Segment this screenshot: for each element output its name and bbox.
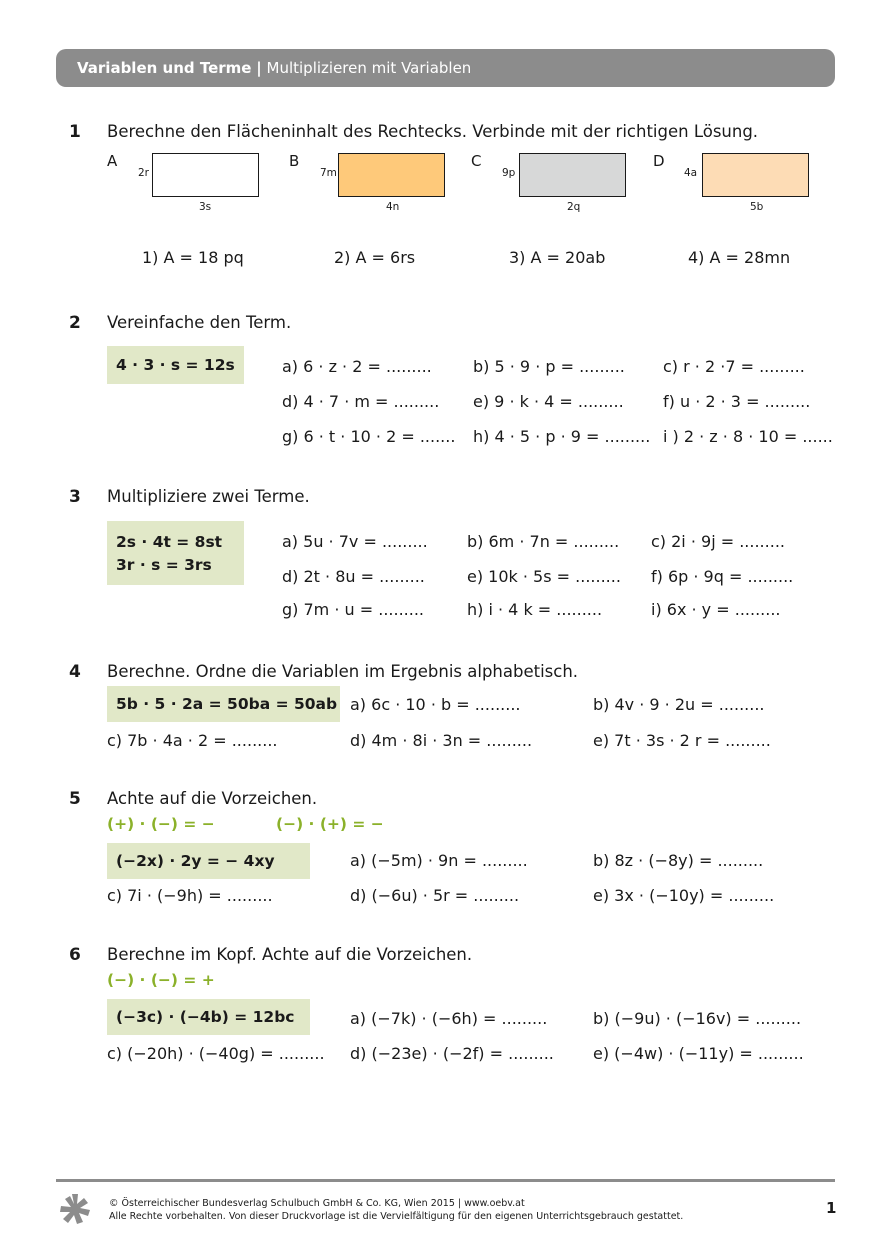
task6-item-a: a) (−7k) · (−6h) = .........	[350, 1009, 548, 1028]
task2-number: 2	[69, 313, 81, 333]
task5-rule-1: (+) · (−) = −	[107, 815, 215, 833]
task2-item-h: h) 4 · 5 · p · 9 = .........	[473, 427, 651, 446]
rect-c-label: C	[471, 152, 482, 170]
task3-item-f: f) 6p · 9q = .........	[651, 567, 794, 586]
task3-example-2: 3r · s = 3rs	[116, 556, 212, 574]
task2-item-c: c) r · 2 ·7 = .........	[663, 357, 805, 376]
task4-item-e: e) 7t · 3s · 2 r = .........	[593, 731, 771, 750]
task1-text: Berechne den Flächeninhalt des Rechtecks. Verbinde mit der richtigen Lösung.	[107, 122, 759, 141]
task6-rule-1: (−) · (−) = +	[107, 971, 215, 989]
task5-item-b: b) 8z · (−8y) = .........	[593, 851, 764, 870]
task3-text: Multipliziere zwei Terme.	[107, 487, 310, 506]
task2-item-f: f) u · 2 · 3 = .........	[663, 392, 811, 411]
task4-item-a: a) 6c · 10 · b = .........	[350, 695, 521, 714]
task5-item-a: a) (−5m) · 9n = .........	[350, 851, 528, 870]
task5-example: (−2x) · 2y = − 4xy	[107, 843, 310, 879]
task3-example-1: 2s · 4t = 8st	[116, 533, 223, 551]
rect-d	[702, 153, 809, 197]
rect-d-bottom: 5b	[750, 201, 764, 213]
task3-item-g: g) 7m · u = .........	[282, 600, 424, 619]
rect-c-bottom: 2q	[567, 201, 581, 213]
task4-item-b: b) 4v · 9 · 2u = .........	[593, 695, 765, 714]
task6-text: Berechne im Kopf. Achte auf die Vorzeichen.	[107, 945, 473, 964]
answer-1: 1) A = 18 pq	[142, 248, 244, 267]
task3-item-d: d) 2t · 8u = .........	[282, 567, 425, 586]
task5-item-e: e) 3x · (−10y) = .........	[593, 886, 775, 905]
header-title: Variablen und Terme	[77, 59, 252, 77]
task4-item-d: d) 4m · 8i · 3n = .........	[350, 731, 533, 750]
task6-item-c: c) (−20h) · (−40g) = .........	[107, 1044, 325, 1063]
task2-item-b: b) 5 · 9 · p = .........	[473, 357, 625, 376]
task1-number: 1	[69, 122, 81, 142]
task4-number: 4	[69, 662, 81, 682]
task6-item-b: b) (−9u) · (−16v) = .........	[593, 1009, 802, 1028]
footer-copyright: © Österreichischer Bundesverlag Schulbuch GmbH & Co. KG, Wien 2015 | www.oebv.at	[109, 1198, 525, 1209]
task2-item-d: d) 4 · 7 · m = .........	[282, 392, 440, 411]
page-number: 1	[826, 1199, 837, 1217]
task4-example: 5b · 5 · 2a = 50ba = 50ab	[107, 686, 340, 722]
rect-c	[519, 153, 626, 197]
task3-item-h: h) i · 4 k = .........	[467, 600, 603, 619]
rect-a-side: 2r	[138, 167, 149, 179]
rect-a	[152, 153, 259, 197]
task2-text: Vereinfache den Term.	[107, 313, 292, 332]
task5-number: 5	[69, 789, 81, 809]
task6-number: 6	[69, 945, 81, 965]
task5-rule-2: (−) · (+) = −	[276, 815, 384, 833]
footer-rule	[56, 1179, 835, 1182]
publisher-logo-icon	[56, 1192, 100, 1226]
footer-rights: Alle Rechte vorbehalten. Von dieser Druckvorlage ist die Vervielfältigung für den eigenen Unterrichtsgebrauch gestattet.	[109, 1211, 684, 1222]
task6-item-e: e) (−4w) · (−11y) = .........	[593, 1044, 804, 1063]
task5-item-c: c) 7i · (−9h) = .........	[107, 886, 273, 905]
rect-d-side: 4a	[684, 167, 698, 179]
rect-b-bottom: 4n	[386, 201, 400, 213]
task2-item-e: e) 9 · k · 4 = .........	[473, 392, 624, 411]
header-subtitle: Multiplizieren mit Variablen	[266, 59, 472, 77]
task3-item-b: b) 6m · 7n = .........	[467, 532, 620, 551]
rect-d-label: D	[653, 152, 665, 170]
task4-item-c: c) 7b · 4a · 2 = .........	[107, 731, 278, 750]
task3-item-a: a) 5u · 7v = .........	[282, 532, 428, 551]
task6-example: (−3c) · (−4b) = 12bc	[107, 999, 310, 1035]
task4-text: Berechne. Ordne die Variablen im Ergebnis alphabetisch.	[107, 662, 579, 681]
task5-item-d: d) (−6u) · 5r = .........	[350, 886, 520, 905]
answer-4: 4) A = 28mn	[688, 248, 791, 267]
rect-b-label: B	[289, 152, 300, 170]
header-bar	[56, 49, 835, 87]
rect-b-side: 7m	[320, 167, 337, 179]
rect-a-bottom: 3s	[199, 201, 212, 213]
task3-item-e: e) 10k · 5s = .........	[467, 567, 621, 586]
task6-item-d: d) (−23e) · (−2f) = .........	[350, 1044, 554, 1063]
header-separator: |	[256, 59, 262, 77]
answer-2: 2) A = 6rs	[334, 248, 416, 267]
task3-item-i: i) 6x · y = .........	[651, 600, 781, 619]
task3-item-c: c) 2i · 9j = .........	[651, 532, 785, 551]
rect-a-label: A	[107, 152, 118, 170]
task2-item-g: g) 6 · t · 10 · 2 = .......	[282, 427, 456, 446]
task3-number: 3	[69, 487, 81, 507]
task2-item-a: a) 6 · z · 2 = .........	[282, 357, 432, 376]
rect-b	[338, 153, 445, 197]
task2-item-i: i ) 2 · z · 8 · 10 = ......	[663, 427, 833, 446]
task2-example: 4 · 3 · s = 12s	[107, 346, 244, 384]
answer-3: 3) A = 20ab	[509, 248, 606, 267]
rect-c-side: 9p	[502, 167, 516, 179]
task3-example-box	[107, 521, 244, 585]
task5-text: Achte auf die Vorzeichen.	[107, 789, 318, 808]
